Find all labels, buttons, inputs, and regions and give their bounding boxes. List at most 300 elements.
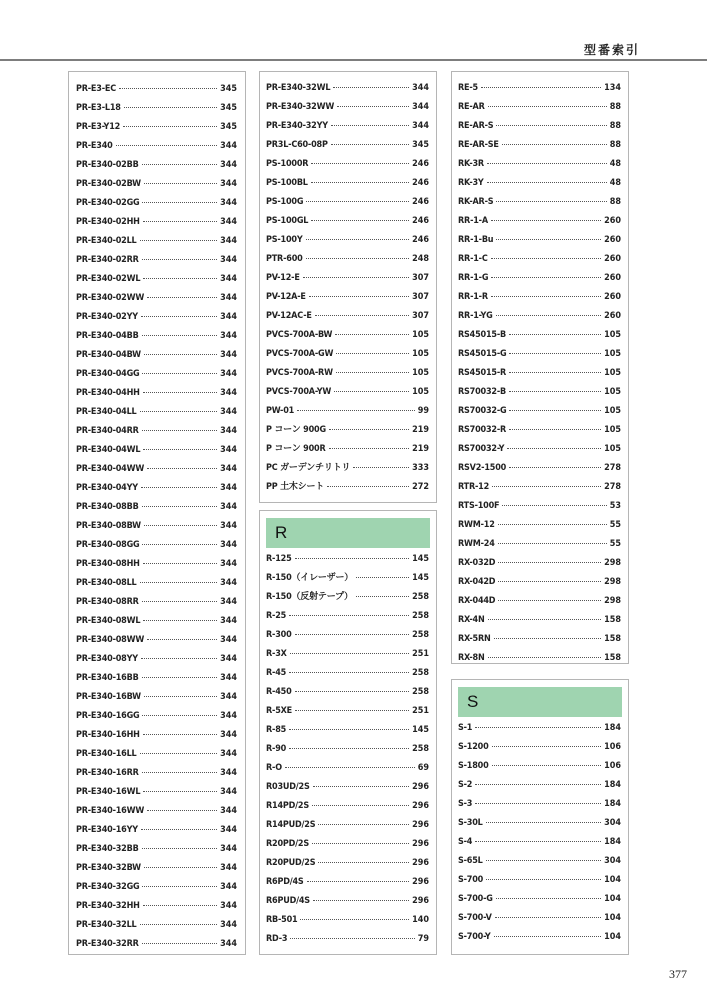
entry-code: R-150（反射テープ） bbox=[266, 592, 353, 602]
dot-leader bbox=[486, 822, 601, 823]
index-entry bbox=[76, 555, 237, 574]
entry-page-number: 344 bbox=[220, 616, 237, 626]
index-entry bbox=[458, 288, 621, 307]
index-entry bbox=[458, 833, 621, 852]
index-entry bbox=[266, 421, 429, 440]
dot-leader bbox=[306, 258, 410, 259]
index-entry bbox=[458, 136, 621, 155]
index-entry bbox=[266, 345, 429, 364]
entry-page-number: 48 bbox=[609, 178, 621, 188]
dot-leader bbox=[487, 182, 607, 183]
entry-code: PVCS-700A-GW bbox=[266, 349, 334, 359]
index-entry bbox=[76, 517, 237, 536]
dot-leader bbox=[488, 106, 607, 107]
entry-code: R20PUD/2S bbox=[266, 858, 316, 868]
entry-code: S-65L bbox=[458, 856, 483, 866]
entry-page-number: 184 bbox=[604, 837, 621, 847]
index-entry bbox=[458, 307, 621, 326]
entry-page-number: 219 bbox=[412, 425, 429, 435]
entry-code: PR-E340-04RR bbox=[76, 426, 139, 436]
entry-page-number: 104 bbox=[604, 932, 621, 942]
dot-leader bbox=[488, 619, 602, 620]
entry-page-number: 260 bbox=[604, 235, 621, 245]
dot-leader bbox=[140, 924, 218, 925]
index-entry bbox=[458, 383, 621, 402]
entry-page-number: 88 bbox=[609, 102, 621, 112]
entry-page-number: 260 bbox=[604, 273, 621, 283]
entry-code: RR-1-YG bbox=[458, 311, 493, 321]
entry-page-number: 307 bbox=[412, 311, 429, 321]
dot-leader bbox=[509, 391, 601, 392]
entry-page-number: 260 bbox=[604, 311, 621, 321]
entry-page-number: 344 bbox=[220, 635, 237, 645]
entry-code: RS45015-G bbox=[458, 349, 507, 359]
entry-code: PR-E340-32BW bbox=[76, 863, 141, 873]
entry-page-number: 344 bbox=[220, 692, 237, 702]
index-entry bbox=[76, 859, 237, 878]
index-entry bbox=[458, 174, 621, 193]
dot-leader bbox=[119, 88, 217, 89]
entry-code: PR-E340-16WW bbox=[76, 806, 145, 816]
entry-code: R-85 bbox=[266, 725, 287, 735]
dot-leader bbox=[498, 562, 601, 563]
entry-page-number: 296 bbox=[412, 877, 429, 887]
entry-code: PR-E340-08YY bbox=[76, 654, 138, 664]
index-entry bbox=[266, 797, 429, 816]
index-entry bbox=[458, 117, 621, 136]
dot-leader bbox=[353, 467, 409, 468]
entry-code: PR-E340-08RR bbox=[76, 597, 139, 607]
entry-page-number: 344 bbox=[220, 293, 237, 303]
dot-leader bbox=[486, 860, 601, 861]
entry-code: PC ガーデンチリトリ bbox=[266, 463, 351, 473]
entry-page-number: 344 bbox=[220, 787, 237, 797]
index-entry bbox=[266, 326, 429, 345]
index-entry bbox=[458, 909, 621, 928]
entry-page-number: 158 bbox=[604, 615, 621, 625]
entry-code: RWM-24 bbox=[458, 539, 495, 549]
entry-code: S-30L bbox=[458, 818, 483, 828]
dot-leader bbox=[337, 106, 409, 107]
dot-leader bbox=[306, 239, 410, 240]
index-entry bbox=[266, 930, 429, 949]
entry-code: P コーン 900R bbox=[266, 444, 326, 454]
entry-page-number: 344 bbox=[220, 331, 237, 341]
dot-leader bbox=[142, 430, 217, 431]
index-entry bbox=[76, 308, 237, 327]
dot-leader bbox=[142, 943, 217, 944]
entry-code: S-1 bbox=[458, 723, 473, 733]
index-entry bbox=[76, 897, 237, 916]
index-entry bbox=[458, 871, 621, 890]
index-entry bbox=[458, 776, 621, 795]
entry-code: PR-E340-04WW bbox=[76, 464, 145, 474]
entry-page-number: 304 bbox=[604, 818, 621, 828]
entry-code: PS-100G bbox=[266, 197, 304, 207]
entry-page-number: 296 bbox=[412, 839, 429, 849]
index-entry bbox=[76, 422, 237, 441]
entry-page-number: 105 bbox=[604, 330, 621, 340]
dot-leader bbox=[329, 448, 410, 449]
entry-page-number: 140 bbox=[412, 915, 429, 925]
entry-page-number: 344 bbox=[220, 464, 237, 474]
entry-code: RD-3 bbox=[266, 934, 288, 944]
entry-page-number: 246 bbox=[412, 216, 429, 226]
entry-code: RWM-12 bbox=[458, 520, 495, 530]
entry-page-number: 344 bbox=[220, 597, 237, 607]
entry-page-number: 246 bbox=[412, 178, 429, 188]
entry-page-number: 344 bbox=[220, 407, 237, 417]
index-entry bbox=[76, 593, 237, 612]
dot-leader bbox=[496, 315, 601, 316]
entry-code: S-1200 bbox=[458, 742, 489, 752]
entry-code: PV-12A-E bbox=[266, 292, 306, 302]
dot-leader bbox=[318, 862, 409, 863]
entry-code: RR-1-Bu bbox=[458, 235, 494, 245]
index-entry bbox=[76, 346, 237, 365]
entry-code: PVCS-700A-YW bbox=[266, 387, 332, 397]
entry-page-number: 88 bbox=[609, 140, 621, 150]
dot-leader bbox=[507, 448, 601, 449]
dot-leader bbox=[142, 886, 217, 887]
dot-leader bbox=[509, 429, 601, 430]
dot-leader bbox=[312, 843, 409, 844]
entry-page-number: 344 bbox=[220, 198, 237, 208]
entry-page-number: 344 bbox=[220, 749, 237, 759]
entry-code: RK-AR-S bbox=[458, 197, 494, 207]
dot-leader bbox=[142, 677, 218, 678]
entry-code: PS-1000R bbox=[266, 159, 309, 169]
entry-page-number: 246 bbox=[412, 235, 429, 245]
index-entry bbox=[458, 535, 621, 554]
entry-page-number: 345 bbox=[220, 103, 237, 113]
dot-leader bbox=[475, 727, 601, 728]
dot-leader bbox=[509, 334, 601, 335]
index-entry bbox=[76, 745, 237, 764]
entry-code: PR-E340-08LL bbox=[76, 578, 137, 588]
entry-page-number: 106 bbox=[604, 761, 621, 771]
entry-page-number: 345 bbox=[220, 122, 237, 132]
entry-page-number: 106 bbox=[604, 742, 621, 752]
dot-leader bbox=[492, 746, 602, 747]
dot-leader bbox=[331, 125, 409, 126]
entry-code: R-300 bbox=[266, 630, 292, 640]
entry-page-number: 260 bbox=[604, 292, 621, 302]
entry-page-number: 158 bbox=[604, 634, 621, 644]
entry-page-number: 307 bbox=[412, 273, 429, 283]
entry-page-number: 344 bbox=[220, 502, 237, 512]
index-entry bbox=[76, 726, 237, 745]
entry-page-number: 272 bbox=[412, 482, 429, 492]
index-entry bbox=[458, 459, 621, 478]
dot-leader bbox=[144, 183, 217, 184]
entry-page-number: 145 bbox=[412, 554, 429, 564]
entry-code: S-4 bbox=[458, 837, 473, 847]
dot-leader bbox=[290, 653, 409, 654]
index-entry bbox=[458, 364, 621, 383]
dot-leader bbox=[295, 691, 410, 692]
entry-code: S-1800 bbox=[458, 761, 489, 771]
entry-page-number: 105 bbox=[604, 349, 621, 359]
entry-code: RR-1-G bbox=[458, 273, 489, 283]
dot-leader bbox=[147, 297, 217, 298]
entry-code: R-5XE bbox=[266, 706, 293, 716]
entry-code: PS-100GL bbox=[266, 216, 309, 226]
dot-leader bbox=[496, 898, 601, 899]
entry-code: PR-E3-Y12 bbox=[76, 122, 121, 132]
entry-page-number: 260 bbox=[604, 254, 621, 264]
entry-page-number: 79 bbox=[417, 934, 429, 944]
index-entry bbox=[76, 479, 237, 498]
entry-page-number: 251 bbox=[412, 706, 429, 716]
dot-leader bbox=[141, 487, 217, 488]
index-entry bbox=[76, 935, 237, 954]
index-entry bbox=[76, 631, 237, 650]
dot-leader bbox=[333, 87, 409, 88]
index-column-2 bbox=[259, 71, 437, 955]
entry-code: RR-1-C bbox=[458, 254, 488, 264]
index-entry bbox=[266, 288, 429, 307]
index-entry bbox=[76, 878, 237, 897]
entry-page-number: 344 bbox=[220, 179, 237, 189]
section-header-s: S bbox=[458, 687, 622, 717]
entry-page-number: 344 bbox=[412, 121, 429, 131]
entry-code: PR-E340-04BB bbox=[76, 331, 139, 341]
entry-list bbox=[266, 550, 429, 949]
entry-code: PR-E340-04YY bbox=[76, 483, 138, 493]
entry-code: S-700-Y bbox=[458, 932, 491, 942]
entry-code: RSV2-1500 bbox=[458, 463, 507, 473]
entry-page-number: 134 bbox=[604, 83, 621, 93]
index-entry bbox=[266, 550, 429, 569]
index-entry bbox=[458, 155, 621, 174]
dot-leader bbox=[289, 615, 409, 616]
dot-leader bbox=[498, 600, 601, 601]
entry-code: RX-042D bbox=[458, 577, 496, 587]
entry-code: PR-E340-02GG bbox=[76, 198, 140, 208]
dot-leader bbox=[144, 867, 217, 868]
index-entry bbox=[458, 592, 621, 611]
page-header-title: 型番索引 bbox=[583, 43, 640, 57]
entry-code: PR-E340-32LL bbox=[76, 920, 137, 930]
entry-code: RE-5 bbox=[458, 83, 478, 93]
index-entry bbox=[76, 232, 237, 251]
index-column-3 bbox=[451, 71, 629, 955]
dot-leader bbox=[312, 805, 409, 806]
entry-code: PR-E340-32RR bbox=[76, 939, 139, 949]
index-entry bbox=[76, 612, 237, 631]
entry-code: R-125 bbox=[266, 554, 292, 564]
dot-leader bbox=[141, 829, 217, 830]
entry-code: PR-E340-16GG bbox=[76, 711, 140, 721]
entry-code: S-700-G bbox=[458, 894, 493, 904]
dot-leader bbox=[140, 582, 218, 583]
dot-leader bbox=[496, 125, 606, 126]
entry-code: R6PUD/4S bbox=[266, 896, 310, 906]
dot-leader bbox=[475, 803, 601, 804]
index-entry bbox=[458, 573, 621, 592]
index-entry bbox=[266, 645, 429, 664]
index-entry bbox=[266, 854, 429, 873]
index-entry bbox=[458, 516, 621, 535]
index-entry bbox=[76, 80, 237, 99]
entry-list bbox=[458, 79, 621, 668]
index-entry bbox=[76, 365, 237, 384]
entry-page-number: 344 bbox=[220, 426, 237, 436]
dot-leader bbox=[142, 164, 218, 165]
entry-code: RB-501 bbox=[266, 915, 298, 925]
dot-leader bbox=[141, 316, 217, 317]
entry-page-number: 184 bbox=[604, 723, 621, 733]
entry-code: RX-044D bbox=[458, 596, 496, 606]
dot-leader bbox=[495, 917, 601, 918]
entry-page-number: 344 bbox=[220, 901, 237, 911]
entry-code: S-700-V bbox=[458, 913, 492, 923]
entry-page-number: 88 bbox=[609, 121, 621, 131]
entry-code: PR-E340-08GG bbox=[76, 540, 140, 550]
entry-code: PR-E340-04GG bbox=[76, 369, 140, 379]
entry-page-number: 104 bbox=[604, 894, 621, 904]
index-entry bbox=[266, 174, 429, 193]
entry-code: PR-E340-08BW bbox=[76, 521, 141, 531]
entry-code: R14PUD/2S bbox=[266, 820, 316, 830]
entry-page-number: 344 bbox=[220, 274, 237, 284]
index-entry bbox=[266, 136, 429, 155]
entry-page-number: 333 bbox=[412, 463, 429, 473]
index-entry bbox=[458, 795, 621, 814]
entry-code: PR-E340-02WW bbox=[76, 293, 145, 303]
dot-leader bbox=[491, 296, 601, 297]
index-column-1 bbox=[68, 71, 246, 955]
index-entry bbox=[266, 664, 429, 683]
index-entry bbox=[266, 231, 429, 250]
entry-page-number: 105 bbox=[604, 387, 621, 397]
index-entry bbox=[266, 702, 429, 721]
dot-leader bbox=[143, 392, 217, 393]
index-entry bbox=[458, 193, 621, 212]
dot-leader bbox=[486, 879, 601, 880]
dot-leader bbox=[285, 767, 415, 768]
entry-page-number: 55 bbox=[609, 539, 621, 549]
entry-page-number: 307 bbox=[412, 292, 429, 302]
index-entry bbox=[76, 384, 237, 403]
page-number: 377 bbox=[669, 967, 687, 981]
entry-code: PR-E340-02BW bbox=[76, 179, 141, 189]
entry-code: RTS-100F bbox=[458, 501, 500, 511]
entry-code: PR-E340-16BW bbox=[76, 692, 141, 702]
index-entry bbox=[266, 250, 429, 269]
entry-code: RK-3Y bbox=[458, 178, 484, 188]
entry-code: PR-E340-32GG bbox=[76, 882, 140, 892]
index-entry bbox=[266, 440, 429, 459]
entry-code: PR-E3-L18 bbox=[76, 103, 121, 113]
index-entry bbox=[76, 498, 237, 517]
dot-leader bbox=[496, 201, 606, 202]
dot-leader bbox=[142, 202, 217, 203]
dot-leader bbox=[494, 936, 601, 937]
entry-page-number: 48 bbox=[609, 159, 621, 169]
dot-leader bbox=[313, 900, 409, 901]
entry-page-number: 258 bbox=[412, 687, 429, 697]
entry-code: RS70032-G bbox=[458, 406, 507, 416]
entry-page-number: 69 bbox=[417, 763, 429, 773]
entry-code: PR-E340-32WW bbox=[266, 102, 335, 112]
index-entry bbox=[266, 212, 429, 231]
dot-leader bbox=[492, 486, 601, 487]
entry-page-number: 344 bbox=[220, 160, 237, 170]
section-header-r: R bbox=[266, 518, 430, 548]
entry-code: PV-12AC-E bbox=[266, 311, 312, 321]
entry-page-number: 344 bbox=[220, 825, 237, 835]
entry-page-number: 246 bbox=[412, 197, 429, 207]
dot-leader bbox=[498, 524, 607, 525]
entry-page-number: 258 bbox=[412, 592, 429, 602]
dot-leader bbox=[481, 87, 601, 88]
dot-leader bbox=[143, 905, 217, 906]
entry-page-number: 145 bbox=[412, 725, 429, 735]
dot-leader bbox=[356, 596, 409, 597]
dot-leader bbox=[124, 107, 217, 108]
entry-code: PR-E340-04HH bbox=[76, 388, 140, 398]
index-entry bbox=[266, 835, 429, 854]
entry-code: PR-E340-16HH bbox=[76, 730, 140, 740]
index-entry bbox=[266, 402, 429, 421]
entry-code: PR-E340-16BB bbox=[76, 673, 139, 683]
entry-page-number: 258 bbox=[412, 668, 429, 678]
entry-page-number: 99 bbox=[417, 406, 429, 416]
entry-list bbox=[458, 719, 621, 947]
index-entry bbox=[76, 213, 237, 232]
dot-leader bbox=[496, 239, 601, 240]
dot-leader bbox=[143, 221, 217, 222]
index-entry bbox=[266, 721, 429, 740]
entry-code: PR-E340-08WW bbox=[76, 635, 145, 645]
entry-code: PR-E340-08BB bbox=[76, 502, 139, 512]
index-entry bbox=[266, 740, 429, 759]
entry-code: P コーン 900G bbox=[266, 425, 326, 435]
entry-code: PP 土木シート bbox=[266, 482, 325, 492]
dot-leader bbox=[140, 411, 218, 412]
entry-page-number: 344 bbox=[220, 730, 237, 740]
dot-leader bbox=[502, 505, 606, 506]
entry-code: PR-E340-04LL bbox=[76, 407, 137, 417]
entry-page-number: 344 bbox=[412, 102, 429, 112]
entry-page-number: 248 bbox=[412, 254, 429, 264]
entry-page-number: 53 bbox=[609, 501, 621, 511]
dot-leader bbox=[143, 278, 217, 279]
index-entry bbox=[458, 719, 621, 738]
entry-code: R-25 bbox=[266, 611, 287, 621]
entry-code: PR-E340-02LL bbox=[76, 236, 137, 246]
index-entry bbox=[76, 821, 237, 840]
entry-list bbox=[266, 79, 429, 497]
index-entry bbox=[458, 630, 621, 649]
entry-list bbox=[76, 80, 237, 954]
index-entry bbox=[266, 588, 429, 607]
entry-code: RX-4N bbox=[458, 615, 485, 625]
index-entry bbox=[266, 607, 429, 626]
dot-leader bbox=[331, 144, 409, 145]
index-entry bbox=[76, 916, 237, 935]
dot-leader bbox=[143, 449, 217, 450]
entry-code: R-150（イレーザー） bbox=[266, 573, 354, 583]
dot-leader bbox=[295, 634, 410, 635]
entry-code: PR-E340-32HH bbox=[76, 901, 140, 911]
dot-leader bbox=[311, 220, 409, 221]
entry-page-number: 344 bbox=[220, 711, 237, 721]
entry-page-number: 258 bbox=[412, 611, 429, 621]
index-entry bbox=[458, 98, 621, 117]
